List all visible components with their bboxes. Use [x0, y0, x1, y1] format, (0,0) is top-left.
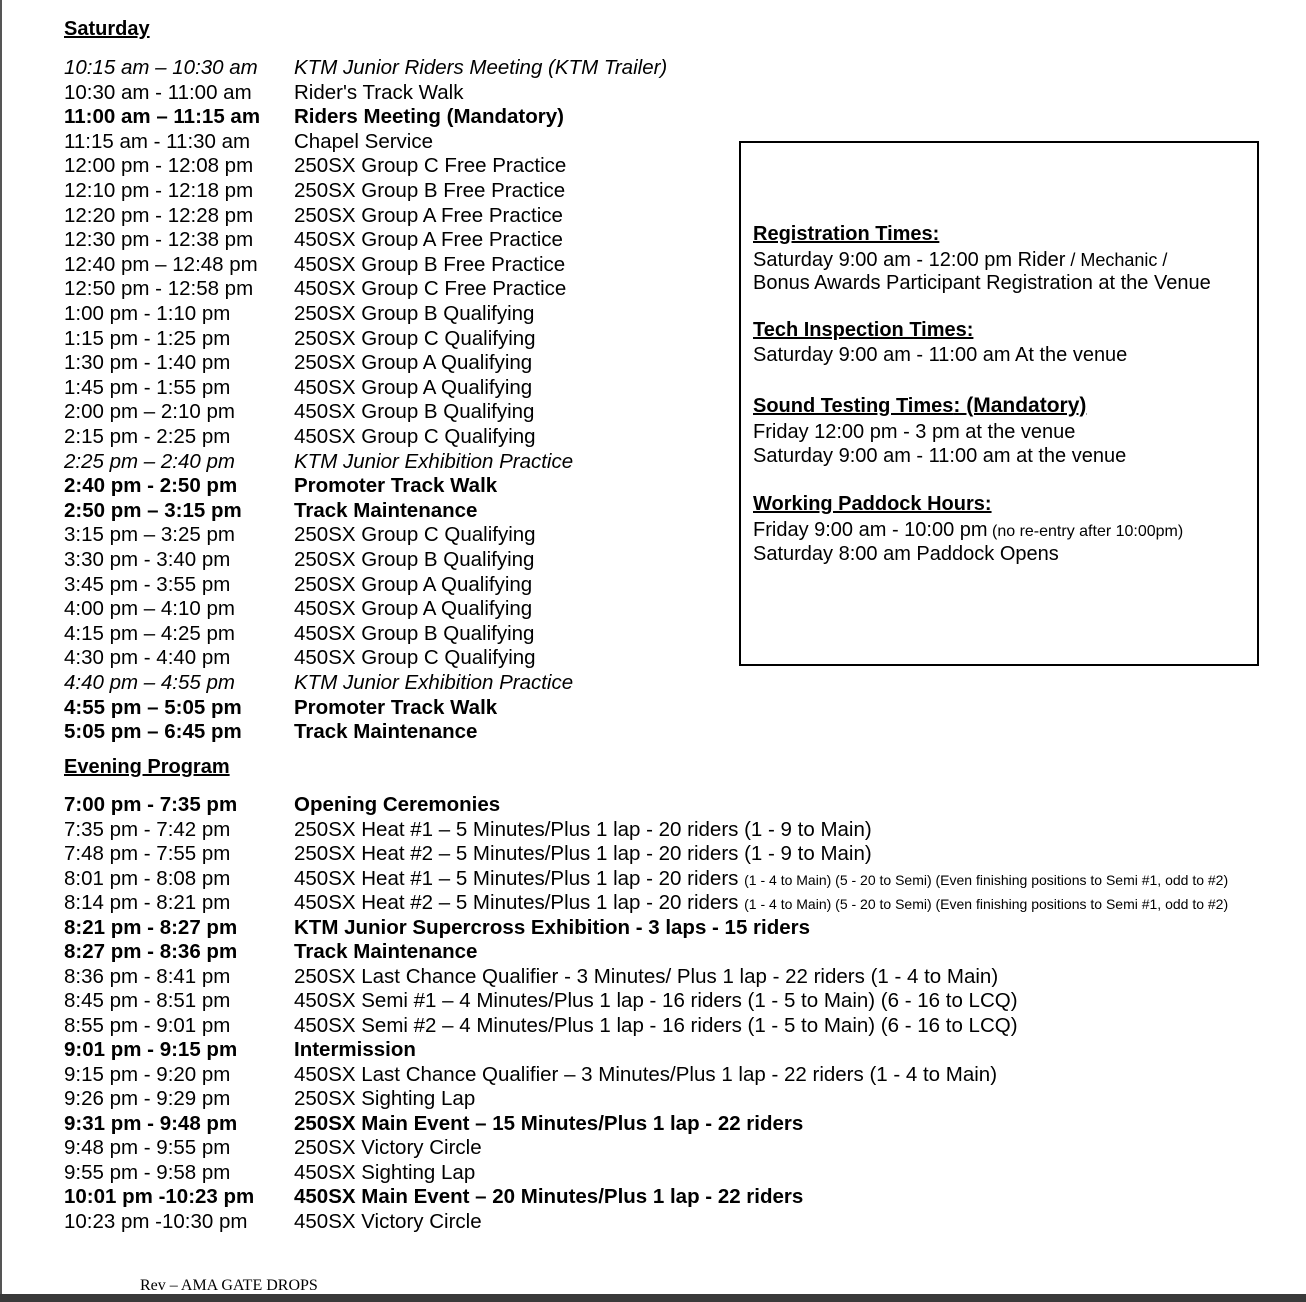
schedule-event	[294, 597, 532, 621]
schedule-time: 4:40 pm – 4:55 pm	[64, 671, 235, 694]
schedule-event-text: 450SX Semi #1 – 4 Minutes/Plus 1 lap - 16 riders (1 - 5 to Main) (6 - 16 to LCQ)	[294, 989, 1018, 1012]
schedule-event	[294, 425, 536, 449]
schedule-time: 3:45 pm - 3:55 pm	[64, 572, 231, 596]
schedule-time: 3:15 pm – 3:25 pm	[64, 523, 235, 547]
schedule-event-text: 450SX Main Event – 20 Minutes/Plus 1 lap - 22 riders	[294, 1185, 804, 1208]
schedule-event-note: (1 - 4 to Main) (5 - 20 to Semi) (Even finishing positions to Semi #1, odd to #2)	[744, 896, 1229, 912]
schedule-event-text: Intermission	[294, 1038, 416, 1061]
page-edge-bottom	[0, 1294, 1306, 1302]
schedule-time: 2:15 pm - 2:25 pm	[64, 425, 231, 448]
schedule-event	[294, 1161, 475, 1185]
schedule-event	[294, 818, 872, 842]
schedule-row	[64, 842, 1264, 866]
schedule-time: 1:15 pm - 1:25 pm	[64, 326, 231, 350]
schedule-row	[64, 696, 1264, 720]
schedule-row	[64, 1136, 1264, 1160]
schedule-event-text: 250SX Heat #2 – 5 Minutes/Plus 1 lap - 20 riders (1 - 9 to Main)	[294, 842, 872, 865]
schedule-event	[294, 327, 536, 351]
schedule-row	[64, 867, 1264, 891]
schedule-event	[294, 1063, 997, 1087]
schedule-event	[294, 548, 534, 572]
schedule-time: 7:00 pm - 7:35 pm	[64, 793, 238, 816]
schedule-time: 12:40 pm – 12:48 pm	[64, 252, 258, 276]
schedule-time: 12:50 pm - 12:58 pm	[64, 277, 254, 301]
schedule-event-text: Track Maintenance	[294, 720, 478, 744]
schedule-time: 12:20 pm - 12:28 pm	[64, 203, 254, 227]
schedule-event	[294, 842, 872, 866]
schedule-row	[64, 793, 1264, 817]
schedule-event-text: 250SX Group C Qualifying	[294, 523, 536, 547]
schedule-event-text: 450SX Group C Free Practice	[294, 277, 567, 301]
schedule-event-text: Track Maintenance	[294, 498, 478, 522]
schedule-event	[294, 573, 532, 597]
sound-line-1: Friday 12:00 pm - 3 pm at the venue	[753, 421, 1076, 443]
schedule-time: 7:48 pm - 7:55 pm	[64, 842, 231, 865]
schedule-time: 3:30 pm - 3:40 pm	[64, 548, 231, 571]
schedule-time: 11:15 am - 11:30 am	[64, 129, 251, 153]
schedule-event-text: Rider's Track Walk	[294, 80, 464, 104]
schedule-event-text: 450SX Group B Qualifying	[294, 400, 535, 424]
page-edge-left	[0, 0, 2, 1302]
schedule-event	[294, 696, 497, 720]
schedule-event	[294, 450, 573, 474]
sound-heading	[753, 394, 1086, 418]
schedule-event-text: 250SX Victory Circle	[294, 1136, 482, 1159]
schedule-row	[64, 1161, 1264, 1185]
sound-line-2: Saturday 9:00 am - 11:00 am at the venue	[753, 445, 1127, 467]
schedule-event-text: 250SX Group A Qualifying	[294, 351, 533, 375]
schedule-time: 9:55 pm - 9:58 pm	[64, 1160, 231, 1184]
schedule-event	[294, 916, 810, 940]
schedule-event	[294, 1136, 482, 1160]
schedule-event-text: 450SX Sighting Lap	[294, 1160, 476, 1184]
schedule-event-text: Riders Meeting (Mandatory)	[294, 105, 564, 129]
schedule-event-text: 450SX Group C Qualifying	[294, 646, 536, 670]
schedule-time: 5:05 pm – 6:45 pm	[64, 720, 242, 744]
schedule-event	[294, 965, 998, 989]
schedule-event-text: KTM Junior Supercross Exhibition - 3 laps - 15 riders	[294, 915, 811, 939]
schedule-time: 9:48 pm - 9:55 pm	[64, 1136, 231, 1159]
saturday-heading: Saturday	[64, 18, 150, 40]
schedule-row	[64, 720, 1264, 744]
schedule-event	[294, 671, 573, 695]
schedule-time: 12:30 pm - 12:38 pm	[64, 228, 254, 252]
schedule-time: 4:55 pm – 5:05 pm	[64, 695, 242, 719]
schedule-time: 7:35 pm - 7:42 pm	[64, 817, 231, 841]
schedule-time: 2:40 pm - 2:50 pm	[64, 474, 238, 498]
schedule-row	[64, 56, 1264, 80]
schedule-event-text: Chapel Service	[294, 129, 434, 153]
schedule-time: 2:00 pm – 2:10 pm	[64, 400, 235, 424]
schedule-event	[294, 56, 667, 80]
schedule-time: 2:50 pm – 3:15 pm	[64, 498, 242, 522]
schedule-time: 2:25 pm – 2:40 pm	[64, 449, 235, 473]
paddock-line-2: Saturday 8:00 am Paddock Opens	[753, 543, 1059, 565]
schedule-event	[294, 179, 565, 203]
schedule-event-note: (1 - 4 to Main) (5 - 20 to Semi) (Even finishing positions to Semi #1, odd to #2)	[744, 871, 1229, 888]
schedule-event-text: 250SX Sighting Lap	[294, 1087, 476, 1110]
schedule-time: 9:26 pm - 9:29 pm	[64, 1087, 231, 1110]
schedule-row	[64, 81, 1264, 105]
schedule-time: 1:30 pm - 1:40 pm	[64, 351, 231, 375]
schedule-event-text: 450SX Victory Circle	[294, 1209, 482, 1233]
schedule-time: 10:30 am - 11:00 am	[64, 80, 252, 104]
paddock-line-1-small: (no re-entry after 10:00pm)	[987, 523, 1184, 540]
schedule-event	[294, 302, 534, 326]
schedule-event	[294, 81, 463, 105]
schedule-event	[294, 940, 477, 964]
schedule-event-text: 250SX Last Chance Qualifier - 3 Minutes/ Plus 1 lap - 22 riders (1 - 4 to Main)	[294, 964, 999, 988]
schedule-time: 8:21 pm - 8:27 pm	[64, 915, 238, 939]
schedule-event-text: 450SX Group A Qualifying	[294, 375, 533, 399]
schedule-event-text: 450SX Group A Qualifying	[294, 597, 533, 621]
schedule-row	[64, 989, 1264, 1013]
schedule-time: 8:27 pm - 8:36 pm	[64, 940, 238, 963]
registration-heading: Registration Times:	[753, 223, 940, 245]
evening-heading: Evening Program	[64, 756, 230, 778]
schedule-row	[64, 916, 1264, 940]
schedule-event	[294, 1185, 803, 1209]
schedule-event-text: 450SX Group B Free Practice	[294, 252, 566, 276]
schedule-event	[294, 720, 477, 744]
schedule-event-text: 450SX Last Chance Qualifier – 3 Minutes/Plus 1 lap - 22 riders (1 - 4 to Main)	[294, 1062, 998, 1086]
schedule-event	[294, 130, 433, 154]
schedule-event	[294, 1112, 803, 1136]
schedule-time: 8:45 pm - 8:51 pm	[64, 989, 231, 1012]
schedule-event	[294, 1210, 482, 1234]
schedule-event-text: 250SX Group C Qualifying	[294, 326, 536, 350]
schedule-time: 8:36 pm - 8:41 pm	[64, 964, 231, 988]
schedule-time: 4:15 pm – 4:25 pm	[64, 621, 235, 645]
schedule-time: 12:00 pm - 12:08 pm	[64, 154, 254, 178]
schedule-event-text: 450SX Heat #1 – 5 Minutes/Plus 1 lap - 20 riders	[294, 866, 739, 890]
schedule-event-text: 250SX Group B Free Practice	[294, 179, 566, 202]
schedule-event-text: 450SX Group B Qualifying	[294, 621, 535, 645]
schedule-event	[294, 1087, 475, 1111]
sound-heading-text: Sound Testing Times	[753, 395, 954, 417]
schedule-row	[64, 1063, 1264, 1087]
schedule-event	[294, 376, 532, 400]
schedule-time: 10:15 am – 10:30 am	[64, 56, 258, 79]
schedule-time: 9:31 pm - 9:48 pm	[64, 1111, 238, 1135]
schedule-event	[294, 1014, 1018, 1038]
schedule-row	[64, 105, 1264, 129]
schedule-time: 4:00 pm – 4:10 pm	[64, 597, 235, 621]
schedule-time: 8:14 pm - 8:21 pm	[64, 891, 231, 914]
schedule-event	[294, 351, 532, 375]
paddock-line-1-main: Friday 9:00 am - 10:00 pm	[753, 519, 988, 541]
schedule-time: 4:30 pm - 4:40 pm	[64, 646, 231, 670]
tech-line-1: Saturday 9:00 am - 11:00 am At the venue	[753, 344, 1128, 366]
schedule-event-text: Promoter Track Walk	[294, 695, 498, 719]
schedule-event-text: 250SX Group C Free Practice	[294, 154, 567, 178]
schedule-event-text: KTM Junior Exhibition Practice	[294, 671, 574, 694]
schedule-event	[294, 1038, 416, 1062]
schedule-event-text: Promoter Track Walk	[294, 474, 498, 498]
paddock-heading: Working Paddock Hours:	[753, 493, 992, 515]
schedule-time: 1:45 pm - 1:55 pm	[64, 375, 231, 399]
schedule-time: 9:01 pm - 9:15 pm	[64, 1038, 238, 1061]
schedule-row	[64, 818, 1264, 842]
info-box	[739, 141, 1259, 666]
schedule-row	[64, 1014, 1264, 1038]
registration-line-1-main: Saturday 9:00 am - 12:00 pm Rider	[753, 249, 1066, 271]
schedule-event	[294, 105, 564, 129]
registration-line-2: Bonus Awards Participant Registration at the Venue	[753, 272, 1211, 294]
paddock-line-1	[753, 518, 1183, 544]
schedule-time: 12:10 pm - 12:18 pm	[64, 179, 254, 202]
schedule-time: 8:01 pm - 8:08 pm	[64, 866, 231, 890]
schedule-event	[294, 867, 1228, 892]
schedule-event	[294, 400, 534, 424]
schedule-time: 11:00 am – 11:15 am	[64, 105, 261, 129]
schedule-event	[294, 499, 477, 523]
schedule-row	[64, 1185, 1264, 1209]
footer-revision: Rev – AMA GATE DROPS	[140, 1277, 318, 1294]
schedule-event-text: Track Maintenance	[294, 940, 478, 963]
schedule-event-text: 250SX Heat #1 – 5 Minutes/Plus 1 lap - 20 riders (1 - 9 to Main)	[294, 817, 872, 841]
schedule-event	[294, 622, 534, 646]
schedule-event	[294, 204, 563, 228]
schedule-event	[294, 523, 536, 547]
schedule-event	[294, 474, 497, 498]
schedule-row	[64, 1087, 1264, 1111]
schedule-event-text: 250SX Group A Free Practice	[294, 203, 563, 227]
schedule-event-text: 250SX Group B Qualifying	[294, 548, 535, 571]
schedule-event-text: 250SX Group A Qualifying	[294, 572, 533, 596]
schedule-row	[64, 1210, 1264, 1234]
schedule-event-text: 250SX Group B Qualifying	[294, 302, 535, 325]
schedule-time: 10:23 pm -10:30 pm	[64, 1209, 248, 1233]
schedule-event	[294, 228, 563, 252]
schedule-time: 10:01 pm -10:23 pm	[64, 1185, 255, 1208]
schedule-event	[294, 891, 1228, 916]
schedule-event-text: 450SX Group A Free Practice	[294, 228, 563, 252]
schedule-row	[64, 1038, 1264, 1062]
registration-line-1-small: / Mechanic /	[1065, 250, 1168, 270]
schedule-event-text: 250SX Main Event – 15 Minutes/Plus 1 lap - 22 riders	[294, 1111, 804, 1135]
schedule-event-text: 450SX Group C Qualifying	[294, 425, 536, 448]
schedule-row	[64, 965, 1264, 989]
schedule-row	[64, 671, 1264, 695]
sound-heading-extra: : (Mandatory)	[953, 394, 1087, 417]
schedule-event-text: 450SX Semi #2 – 4 Minutes/Plus 1 lap - 16 riders (1 - 5 to Main) (6 - 16 to LCQ)	[294, 1013, 1018, 1037]
schedule-event-text: Opening Ceremonies	[294, 793, 501, 816]
tech-heading: Tech Inspection Times:	[753, 319, 974, 341]
schedule-event-text: KTM Junior Riders Meeting (KTM Trailer)	[294, 56, 668, 79]
schedule-row	[64, 891, 1264, 915]
schedule-row	[64, 940, 1264, 964]
schedule-event	[294, 277, 566, 301]
schedule-time: 9:15 pm - 9:20 pm	[64, 1062, 231, 1086]
schedule-event-text: KTM Junior Exhibition Practice	[294, 449, 574, 473]
schedule-time: 1:00 pm - 1:10 pm	[64, 302, 231, 325]
registration-line-1	[753, 248, 1167, 272]
schedule-event	[294, 646, 536, 670]
schedule-row	[64, 1112, 1264, 1136]
schedule-time: 8:55 pm - 9:01 pm	[64, 1013, 231, 1037]
schedule-event-text: 450SX Heat #2 – 5 Minutes/Plus 1 lap - 20 riders	[294, 891, 739, 914]
schedule-event	[294, 154, 566, 178]
schedule-event	[294, 793, 500, 817]
schedule-event	[294, 989, 1018, 1013]
schedule-event	[294, 253, 565, 277]
